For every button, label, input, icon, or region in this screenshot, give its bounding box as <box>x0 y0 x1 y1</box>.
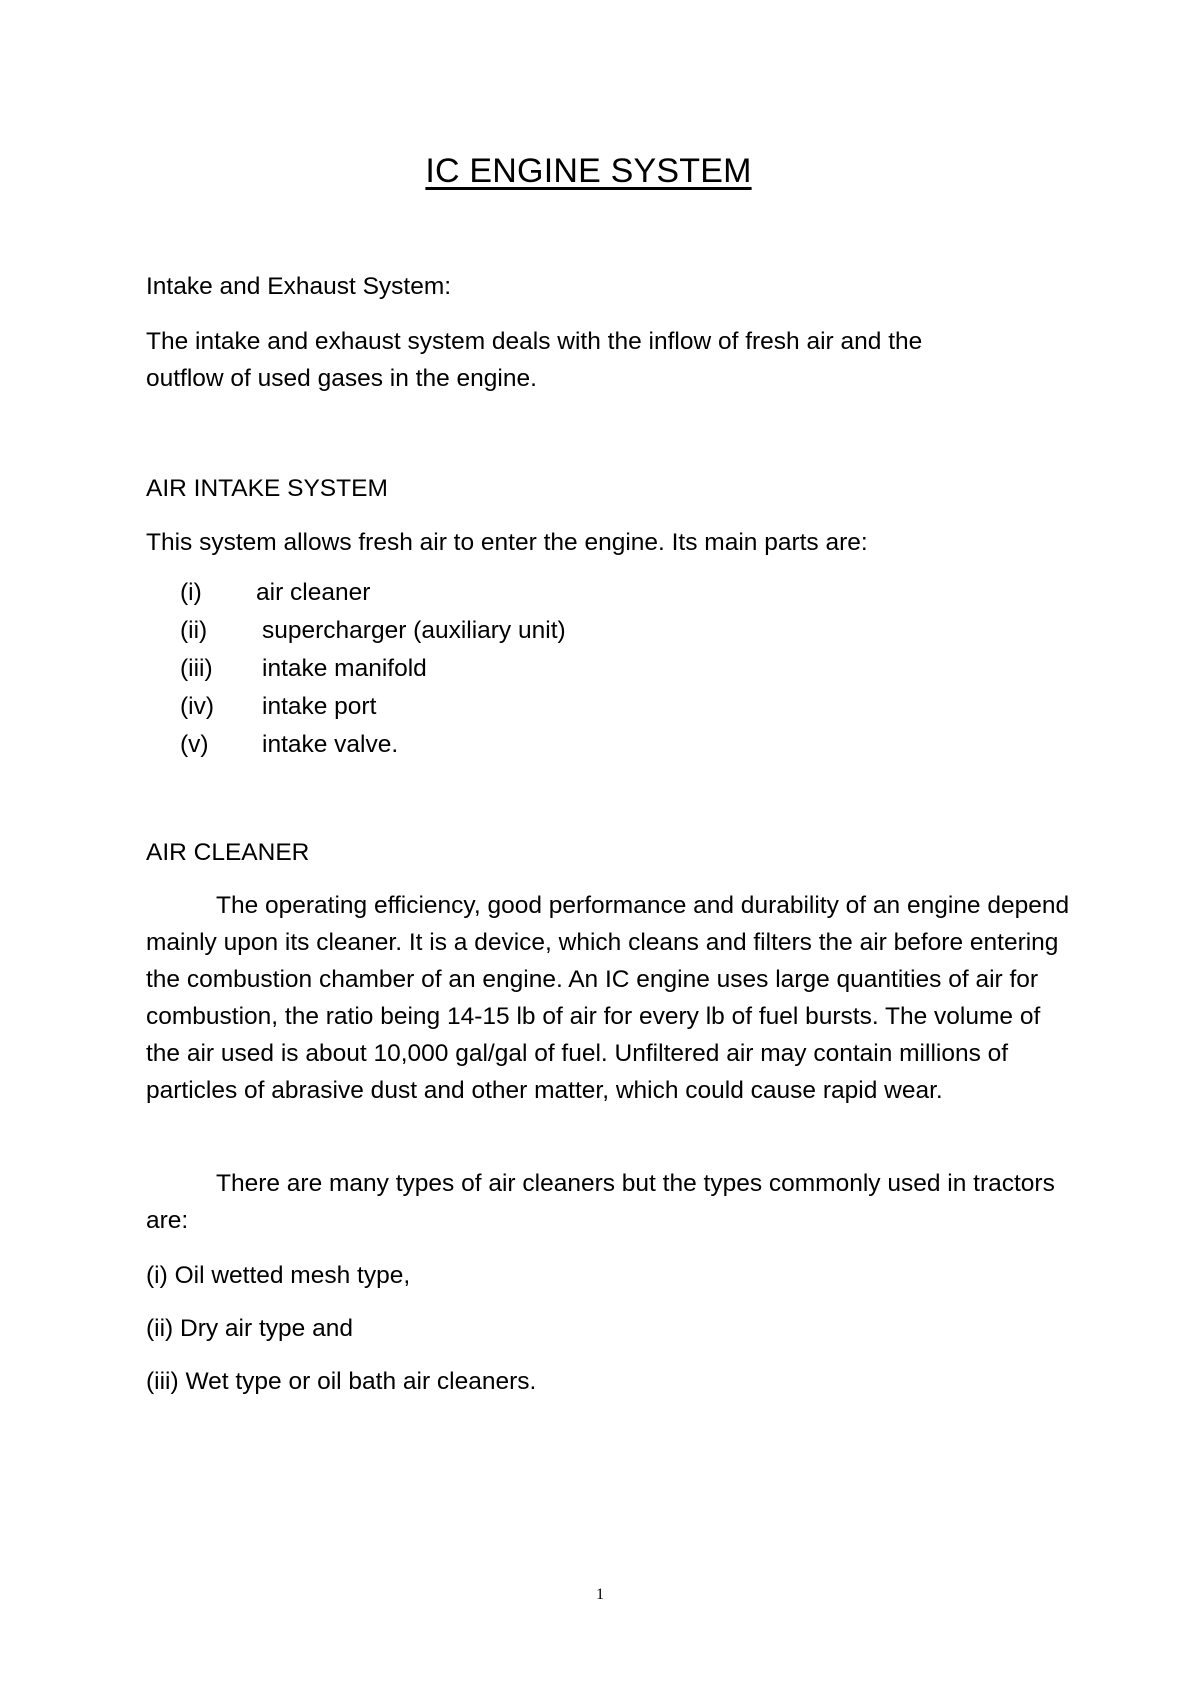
list-item-number: (i) <box>180 579 202 606</box>
list-item <box>180 574 566 612</box>
air-cleaner-paragraph-2-text: There are many types of air cleaners but the types commonly used in tractors are: <box>146 1170 1055 1234</box>
page-title: IC ENGINE SYSTEM <box>425 152 752 190</box>
list-item <box>180 726 566 764</box>
list-item-number: (iii) <box>180 655 213 682</box>
list-item <box>180 688 566 726</box>
page-number: 1 <box>596 1586 604 1603</box>
cleaner-type-3: (iii) Wet type or oil bath air cleaners. <box>146 1368 537 1395</box>
air-intake-intro: This system allows fresh air to enter the engine. Its main parts are: <box>146 529 868 556</box>
section-heading-air-intake: AIR INTAKE SYSTEM <box>146 475 388 502</box>
intake-exhaust-description-line-2: outflow of used gases in the engine. <box>146 365 537 392</box>
list-item-number: (ii) <box>180 617 208 644</box>
list-item <box>180 650 566 688</box>
air-cleaner-paragraph-1 <box>146 887 1076 1109</box>
list-item <box>180 612 566 650</box>
air-cleaner-paragraph-2 <box>146 1165 1076 1239</box>
intake-exhaust-description-line-1: The intake and exhaust system deals with the inflow of fresh air and the <box>146 328 923 355</box>
list-item-label: air cleaner <box>256 579 371 606</box>
list-item-number: (iv) <box>180 693 215 720</box>
list-item-label: intake valve. <box>262 731 399 758</box>
air-cleaner-paragraph-1-text: The operating efficiency, good performance and durability of an engine depend mainly upon its cleaner. It is a device, which cleans and filters the air before entering the combustion chamber of an engine. An IC engine uses large quantities of air for combustion, the ratio being 14-15 lb of air for every lb of fuel bursts. The volume of the air used is about 10,000 gal/gal of fuel. Unfiltered air may contain millions of particles of abrasive dust and other matter, which could cause rapid wear. <box>146 892 1070 1104</box>
cleaner-type-2: (ii) Dry air type and <box>146 1315 353 1342</box>
section-heading-air-cleaner: AIR CLEANER <box>146 839 310 866</box>
air-intake-parts-list <box>180 574 566 764</box>
list-item-label: intake port <box>262 693 377 720</box>
section-heading-intake-exhaust: Intake and Exhaust System: <box>146 273 452 300</box>
list-item-label: supercharger (auxiliary unit) <box>262 617 566 644</box>
cleaner-type-1: (i) Oil wetted mesh type, <box>146 1262 411 1289</box>
list-item-label: intake manifold <box>262 655 427 682</box>
list-item-number: (v) <box>180 731 209 758</box>
